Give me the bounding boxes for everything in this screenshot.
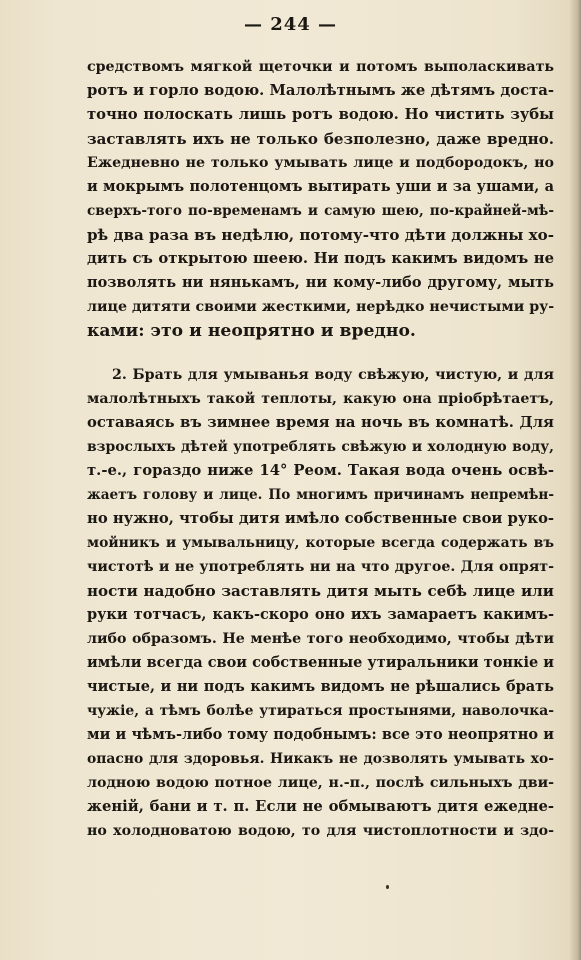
text-line: женій, бани и т. п. Если не обмываютъ дитя ежедне- [87,798,554,815]
text-line: рѣ два раза въ недѣлю, потому-что дѣти должны хо- [87,226,554,244]
text-line: но холодноватою водою, то для чистоплотности и здо- [87,823,554,839]
text-line: т.-е., гораздо ниже 14° Реом. Такая вода очень освѣ- [87,462,554,479]
text-line: но нужно, чтобы дитя имѣло собственные свои руко- [87,510,554,527]
text-line: опасно для здоровья. Никакъ не дозволять умывать хо- [87,751,554,767]
text-line: позволять ни нянькамъ, ни кому-либо другому, мыть [87,274,554,291]
text-line: имѣли всегда свои собственные утиральники тонкіе и [87,654,554,671]
paragraph-1 [87,55,554,343]
text-line: мойникъ и умывальницу, которые всегда содержать въ [87,535,554,551]
paper-speck [386,885,389,889]
text-line: чистотѣ и не употреблять ни на что другое. Для опрят- [87,559,554,575]
text-line: взрослыхъ дѣтей употреблять свѣжую и холодную воду, [87,439,554,455]
text-line: лице дитяти своими жесткими, нерѣдко нечистыми ру- [87,299,554,315]
text-line: ности надобно заставлять дитя мыть себѣ лице или [87,582,554,600]
text-line: точно полоскать лишь ротъ водою. Но чистить зубы [87,106,554,123]
text-line: средствомъ мягкой щеточки и потомъ выполаскивать [87,59,554,75]
text-line: заставлять ихъ не только безполезно, даже вредно. [87,130,554,148]
text-line: чистые, и ни подъ какимъ видомъ не рѣшались брать [87,678,554,695]
text-line: 2. Брать для умыванья воду свѣжую, чистую, и для [112,367,554,383]
paragraph-2 [87,363,554,843]
text-line: лодною водою потное лице, н.-п., послѣ сильныхъ дви- [87,775,554,791]
text-line: Ежедневно не только умывать лице и подбородокъ, но [87,155,554,171]
text-line: сверхъ-того по-временамъ и самую шею, по-крайней-мѣ- [87,203,554,219]
text-line: жаетъ голову и лице. По многимъ причинамъ непремѣн- [87,487,554,503]
text-line: малолѣтныхъ такой теплоты, какую она пріобрѣтаетъ, [87,391,554,407]
page-edge-shadow [569,0,581,960]
text-line: чужіе, а тѣмъ болѣе утираться простынями, наволочка- [87,703,554,719]
text-line: оставаясь въ зимнее время на ночь въ комнатѣ. Для [87,414,554,431]
text-line: либо образомъ. Не менѣе того необходимо, чтобы дѣти [87,631,554,647]
page-number: — 244 — [243,14,338,35]
text-line: дить съ открытою шеею. Ни подъ какимъ видомъ не [87,250,554,267]
text-line: ками: это и неопрятно и вредно. [87,321,416,341]
text-line: ротъ и горло водою. Малолѣтнымъ же дѣтямъ доста- [87,82,554,99]
text-line: и мокрымъ полотенцомъ вытирать уши и за ушами, а [87,178,554,195]
text-line: ми и чѣмъ-либо тому подобнымъ: все это неопрятно и [87,726,554,743]
text-line: руки тотчасъ, какъ-скоро оно ихъ замараетъ какимъ- [87,606,554,623]
